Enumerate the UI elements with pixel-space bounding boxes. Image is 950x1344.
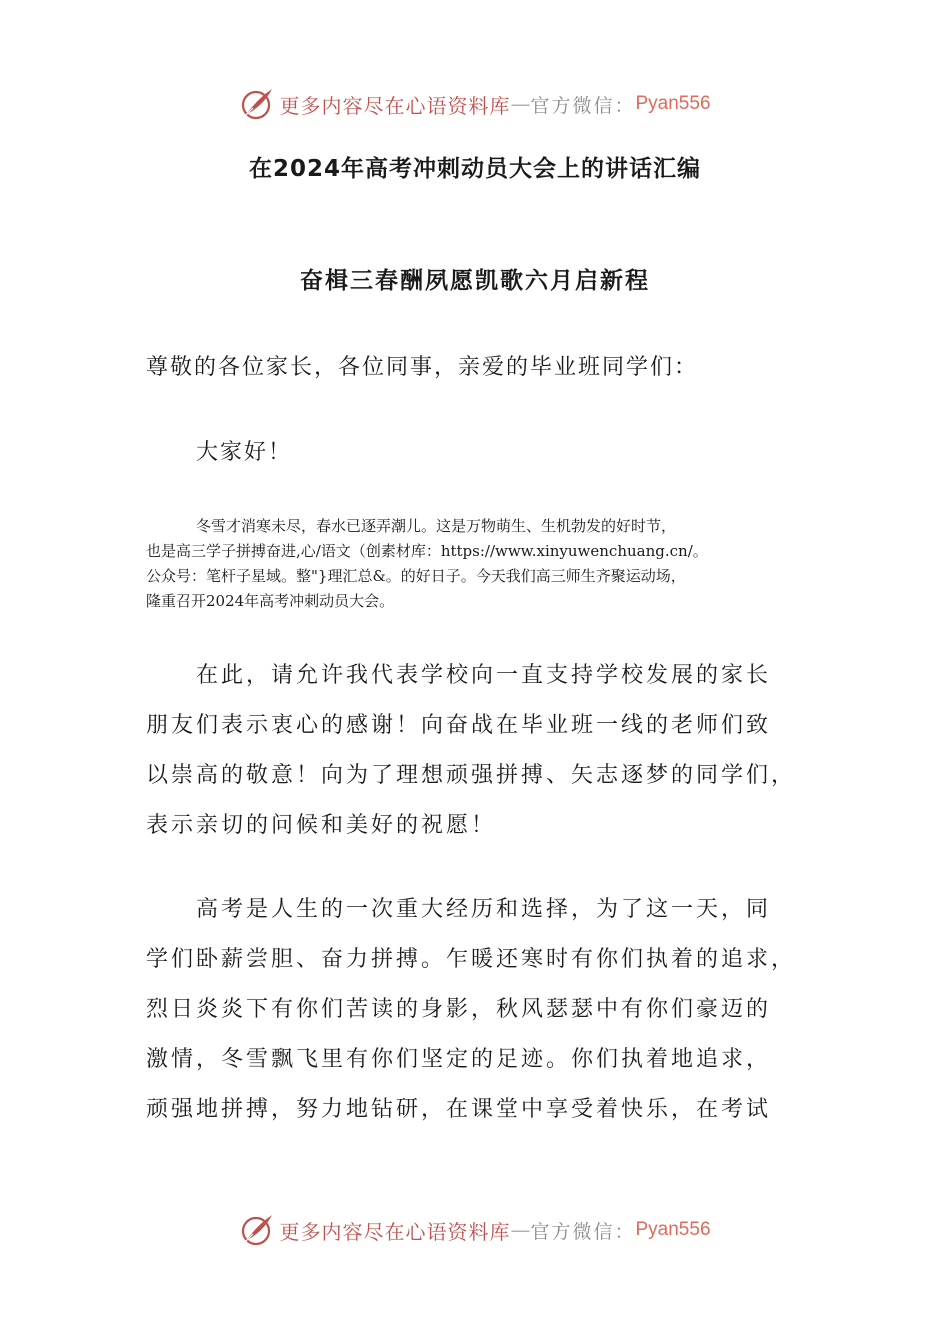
quill-pen-logo-icon	[239, 1212, 275, 1248]
header-brand-text: 更多内容尽在心语资料库	[279, 93, 511, 118]
paragraph-line: 冬雪才消寒未尽，春水已逐弄潮儿。这是万物萌生、生机勃发的好时节，	[196, 517, 677, 535]
header-wechat-label: 官方微信：	[530, 94, 636, 117]
footer-watermark	[0, 1210, 950, 1250]
paragraph-line: 朋友们表示衷心的感谢！向奋战在毕业班一线的老师们致	[146, 713, 772, 738]
paragraph-line: 学们卧薪尝胆、奋力拼搏。乍暖还寒时有你们执着的追求，	[146, 947, 797, 972]
paragraph-line: 激情，冬雪飘飞里有你们坚定的足迹。你们执着地追求，	[146, 1047, 772, 1072]
salutation: 尊敬的各位家长，各位同事，亲爱的毕业班同学们：	[146, 355, 699, 380]
footer-wechat-id: Pyan556	[635, 1219, 711, 1240]
paragraph-line: 公众号：笔杆子星域。整"}理汇总&。的好日子。今天我们高三师生齐聚运动场，	[146, 567, 686, 585]
thanks-paragraph	[146, 651, 816, 851]
footer-separator: —	[510, 1218, 531, 1242]
document-title: 在2024年高考冲刺动员大会上的讲话汇编	[248, 156, 701, 182]
paragraph-line: 也是高三学子拼搏奋进,心/语文（创素材库：https://www.xinyuwenchuang.cn/。	[146, 542, 708, 560]
header-wechat-id: Pyan556	[635, 93, 711, 114]
intro-paragraph	[146, 514, 816, 614]
footer-wechat-label: 官方微信：	[530, 1220, 636, 1243]
footer-brand-text: 更多内容尽在心语资料库	[279, 1219, 511, 1244]
gaokao-paragraph	[146, 885, 816, 1135]
greeting: 大家好！	[196, 440, 293, 465]
paragraph-line: 在此，请允许我代表学校向一直支持学校发展的家长	[196, 663, 772, 688]
header-separator: —	[510, 92, 531, 116]
paragraph-line: 以崇高的敬意！向为了理想顽强拼搏、矢志逐梦的同学们，	[146, 763, 797, 788]
speech-title: 奋楫三春酬夙愿凯歌六月启新程	[300, 268, 650, 294]
quill-pen-logo-icon	[239, 86, 275, 122]
paragraph-line: 隆重召开2024年高考冲刺动员大会。	[146, 592, 395, 610]
paragraph-line: 高考是人生的一次重大经历和选择，为了这一天，同	[196, 897, 772, 922]
paragraph-line: 顽强地拼搏，努力地钻研，在课堂中享受着快乐，在考试	[146, 1097, 772, 1122]
paragraph-line: 表示亲切的问候和美好的祝愿！	[146, 813, 497, 838]
header-watermark	[0, 84, 950, 124]
paragraph-line: 烈日炎炎下有你们苦读的身影，秋风瑟瑟中有你们豪迈的	[146, 997, 772, 1022]
